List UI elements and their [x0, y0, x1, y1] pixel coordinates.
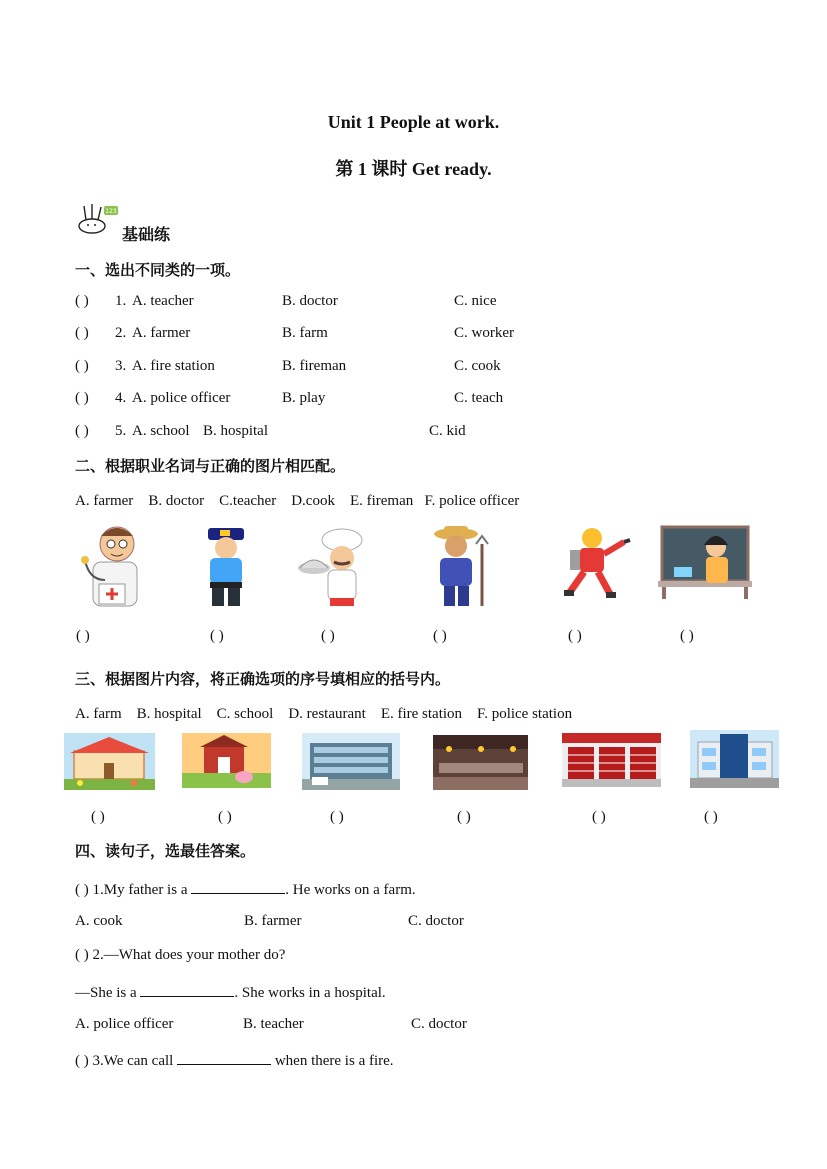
option: B. hospital [136, 706, 202, 722]
option-b: B. play [282, 390, 326, 406]
fire-station-photo [562, 733, 661, 787]
answer-paren[interactable]: ( ) [433, 628, 447, 644]
fill-blank[interactable] [140, 982, 234, 997]
option: D.cook [291, 493, 335, 509]
badge-label: 基础练 [122, 225, 171, 244]
option: B. doctor [148, 493, 205, 509]
question-2-reply [75, 982, 386, 1002]
answer-paren[interactable]: ( ) [704, 809, 718, 825]
question-text: 1.My father is a [92, 882, 188, 898]
section3-options [75, 706, 572, 723]
police-station-photo [690, 730, 779, 788]
fill-blank[interactable] [177, 1050, 271, 1065]
item-number: 3. [115, 358, 127, 374]
question-text: 3.We can call [92, 1053, 174, 1069]
page-title: Unit 1 People at work. [327, 112, 500, 132]
answer-paren[interactable]: ( ) [680, 628, 694, 644]
answer-paren[interactable]: ( ) [321, 628, 335, 644]
answer-paren[interactable]: ( ) [457, 809, 471, 825]
option-c: C. cook [454, 358, 501, 374]
answer-paren[interactable]: ( ) [76, 628, 90, 644]
hospital-photo [302, 733, 400, 790]
option: A. farmer [75, 493, 134, 509]
section4-heading: 四、读句子，选最佳答案。 [75, 842, 256, 860]
option-a: A. teacher [132, 293, 194, 309]
question-1 [75, 879, 416, 899]
answer-paren[interactable]: ( ) [218, 809, 232, 825]
option: F. police officer [424, 493, 520, 509]
option-c: C. kid [429, 423, 466, 439]
option-b: B. hospital [203, 423, 269, 439]
option-a: A. cook [75, 913, 123, 929]
answer-paren[interactable]: ( ) [592, 809, 606, 825]
question-text: when there is a fire. [271, 1053, 394, 1069]
fireman-picture [540, 526, 632, 600]
section3-heading: 三、根据图片内容，将正确选项的序号填相应的括号内。 [75, 670, 451, 688]
answer-paren[interactable]: ( ) [75, 390, 89, 406]
option-a: A. police officer [75, 1016, 174, 1032]
option-a: A. school [132, 423, 190, 439]
item-number: 2. [115, 325, 127, 341]
option-b: B. teacher [243, 1016, 304, 1032]
section1-heading: 一、选出不同类的一项。 [75, 261, 241, 279]
question-text: . He works on a farm. [285, 882, 416, 898]
item-number: 5. [115, 423, 127, 439]
question-3 [75, 1050, 394, 1070]
answer-paren[interactable]: ( ) [75, 1053, 89, 1069]
cook-picture [296, 528, 378, 608]
answer-paren[interactable]: ( ) [75, 358, 89, 374]
option-c: C. doctor [411, 1016, 467, 1032]
option: C. school [216, 706, 274, 722]
answer-paren[interactable]: ( ) [330, 809, 344, 825]
option: D. restaurant [288, 706, 366, 722]
answer-paren[interactable]: ( ) [75, 947, 89, 963]
farmer-picture [422, 524, 494, 608]
option: E. fireman [349, 493, 414, 509]
fill-blank[interactable] [191, 879, 285, 894]
question-text: . She works in a hospital. [234, 985, 386, 1001]
farm-photo [182, 733, 271, 788]
option: E. fire station [380, 706, 463, 722]
doctor-picture [75, 520, 157, 610]
rabbit-mascot-icon [76, 202, 120, 234]
answer-paren[interactable]: ( ) [75, 423, 89, 439]
svg-text:123: 123 [105, 208, 117, 215]
option-c: C. worker [454, 325, 514, 341]
restaurant-photo [433, 735, 528, 790]
answer-paren[interactable]: ( ) [568, 628, 582, 644]
question-text: 2.—What does your mother do? [92, 947, 286, 963]
option-b: B. doctor [282, 293, 338, 309]
option-a: A. farmer [132, 325, 191, 341]
school-photo [64, 733, 155, 790]
option-a: A. police officer [132, 390, 231, 406]
section2-heading: 二、根据职业名词与正确的图片相匹配。 [75, 457, 346, 475]
page-subtitle: 第 1 课时 Get ready. [335, 159, 492, 179]
answer-paren[interactable]: ( ) [75, 325, 89, 341]
answer-paren[interactable]: ( ) [75, 293, 89, 309]
section2-options [75, 493, 519, 510]
answer-paren[interactable]: ( ) [210, 628, 224, 644]
option-b: B. farm [282, 325, 328, 341]
option-b: B. farmer [244, 913, 302, 929]
option-c: C. teach [454, 390, 504, 406]
item-number: 1. [115, 293, 127, 309]
option: F. police station [477, 706, 573, 722]
question-2 [75, 947, 285, 964]
teacher-picture [658, 525, 752, 599]
option-b: B. fireman [282, 358, 347, 374]
police-officer-picture [190, 524, 262, 608]
option-c: C. doctor [408, 913, 464, 929]
option-a: A. fire station [132, 358, 215, 374]
question-text: —She is a [75, 985, 137, 1001]
option: A. farm [75, 706, 122, 722]
answer-paren[interactable]: ( ) [91, 809, 105, 825]
option-c: C. nice [454, 293, 497, 309]
option: C.teacher [219, 493, 277, 509]
answer-paren[interactable]: ( ) [75, 882, 89, 898]
item-number: 4. [115, 390, 127, 406]
